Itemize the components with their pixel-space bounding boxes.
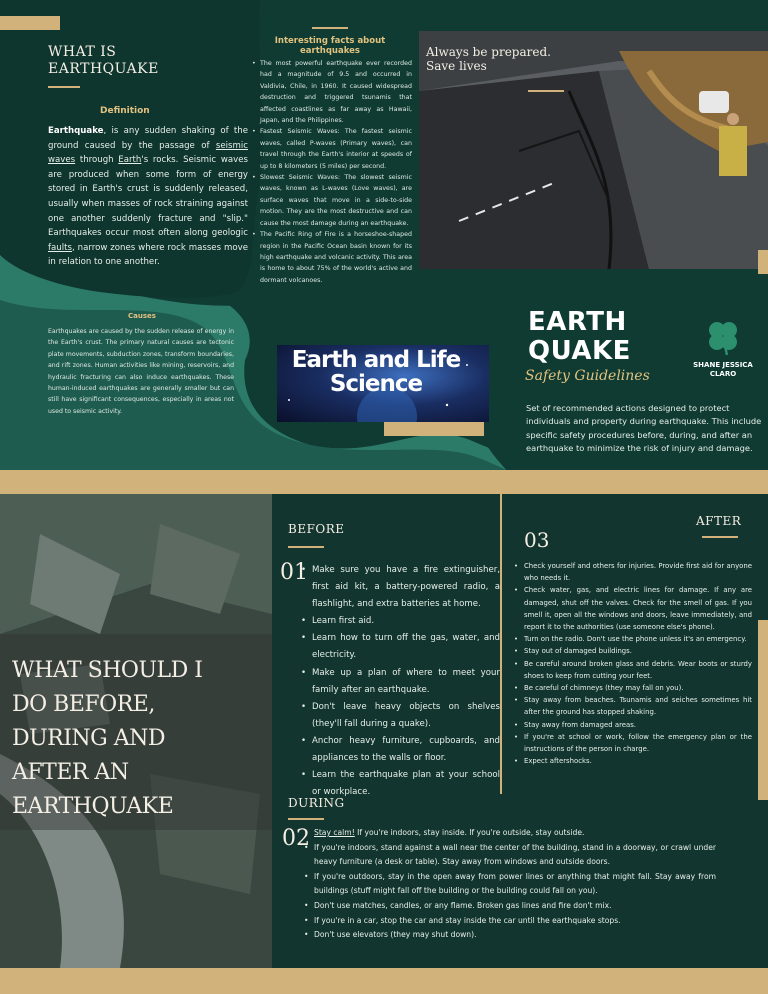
during-list [304, 826, 716, 943]
gold-rule [528, 90, 564, 92]
before-item: • Don't leave heavy objects on shelves (they'll fall during a quake). [300, 699, 500, 733]
cover-title [528, 308, 631, 366]
after-item: • Stay out of damaged buildings. [514, 645, 752, 657]
after-heading: AFTER [696, 514, 742, 528]
before-number: 01 [280, 560, 308, 585]
seismic-waves-link[interactable]: seismic waves [48, 140, 248, 166]
cover-description: Set of recommended actions designed to protect individuals and property during earthquake. This include specific safety procedures before, during, and after an earthquake to minimize the risk of injury and damage. [526, 403, 762, 454]
gold-edge-strip [758, 620, 768, 800]
gold-strip-top [0, 16, 60, 30]
photo-caption: Always be prepared. Save lives [426, 45, 551, 73]
subject-banner-text: Earth and Life Science [291, 347, 461, 397]
guide-title: WHAT SHOULD I DO BEFORE, DURING AND AFTER AN EARTHQUAKE [12, 658, 203, 819]
during-item: • Don't use elevators (they may shut down). [304, 928, 716, 943]
definition-part: , is any sudden shaking of the ground caused by the passage of [48, 126, 248, 151]
before-item-text: Make sure you have a fire extinguisher, first aid kit, a battery-powered radio, a flashlight, and extra batteries at home. [312, 565, 500, 610]
before-item: • Learn the earthquake plan at your school or workplace. [300, 767, 500, 801]
gold-rule [702, 536, 738, 538]
before-heading: BEFORE [288, 522, 345, 536]
subject-banner [277, 345, 489, 422]
facts-heading: Interesting facts about earthquakes [274, 36, 386, 56]
during-heading: DURING [288, 796, 345, 810]
after-list [514, 560, 752, 767]
before-list [300, 562, 500, 801]
before-item: • Learn first aid. [300, 613, 500, 630]
causes-text: Earthquakes are caused by the sudden release of energy in the Earth's crust. The primary natural causes are tectonic plate movements, subduction zones, transform boundaries, and rift zones. Human activities like mining, reservoirs, and hydraulic fracturing can also induce earthquakes. These human-induced earthquakes are generally smaller but can still have significant consequences, especially in areas not used to seismic activity. [48, 328, 234, 415]
clover-icon [703, 317, 743, 357]
after-item: • Be careful around broken glass and debris. Wear boots or sturdy shoes to keep from cutting your feet. [514, 658, 752, 682]
definition-heading: Definition [100, 106, 150, 116]
fact-item: • The Pacific Ring of Fire is a horseshoe-shaped region in the Pacific Ocean basin known for its high earthquake and volcanic activity. This area is home to about 75% of the world's active and dormant volcanoes. [252, 229, 412, 286]
during-item [304, 826, 716, 841]
during-item-text: If you're indoors, stay inside. If you're outside, stay outside. [354, 828, 585, 837]
cover-title-line1: EARTH [528, 307, 627, 337]
author-card [673, 305, 768, 391]
author-name: SHANE JESSICA CLARO [693, 361, 753, 378]
after-number: 03 [524, 528, 550, 552]
stay-calm-text: Stay calm! [314, 828, 355, 837]
after-item: • Turn on the radio. Don't use the phone unless it's an emergency. [514, 633, 752, 645]
after-item: • Expect aftershocks. [514, 755, 752, 767]
earth-link[interactable]: Earth [118, 155, 142, 166]
causes-heading: Causes [128, 312, 156, 320]
gold-rule [288, 546, 324, 548]
definition-part: 's rocks. Seismic waves are produced when some form of energy stored in Earth's crust is suddenly released, usually when masses of rock straining against one another suddenly fracture and "slip." Earthquakes occur most often along geologic [48, 155, 248, 239]
after-item: • Check yourself and others for injuries. Provide first aid for anyone who needs it. [514, 560, 752, 584]
after-item: • Be careful of chimneys (they may fall on you). [514, 682, 752, 694]
before-item: • Learn how to turn off the gas, water, and electricity. [300, 630, 500, 664]
definition-text [48, 124, 248, 270]
after-item: • Stay away from beaches. Tsunamis and seiches sometimes hit after the ground has stopped shaking. [514, 694, 752, 718]
after-item: • Stay away from damaged areas. [514, 719, 752, 731]
fact-item: • The most powerful earthquake ever recorded had a magnitude of 9.5 and occurred in Valdivia, Chile, in 1960. It caused widespread destruction and triggered tsunamis that affected coastlines as far away as Hawaii, Japan, and the Philippines. [252, 58, 412, 126]
fact-item: • Slowest Seismic Waves: The slowest seismic waves, known as L-waves (Love waves), are surface waves that move in a side-to-side motion. They are the most destructive and can cause the most damage during an earthquake. [252, 172, 412, 229]
during-item: • If you're in a car, stop the car and stay inside the car until the earthquake stops. [304, 914, 716, 929]
faults-link[interactable]: faults [48, 242, 72, 253]
during-item: • If you're outdoors, stay in the open away from power lines or anything that might fall. Stay away from buildings (stuff might fall off the building or the building could fall on you). [304, 870, 716, 899]
definition-term: Earthquake [48, 126, 104, 136]
after-item: • Check water, gas, and electric lines for damage. If any are damaged, shut off the valves. Check for the smell of gas. If you smell it, open all the windows and doors, leave immediately, and report it to the authorities (use someone else's phone). [514, 584, 752, 633]
definition-part: , narrow zones where rock masses move in relation to one another. [48, 242, 248, 268]
after-item: • If you're at school or work, follow the emergency plan or the instructions of the person in charge. [514, 731, 752, 755]
facts-list [252, 58, 412, 286]
before-item: • Make up a plan of where to meet your family after an earthquake. [300, 665, 500, 699]
before-item [300, 562, 500, 613]
during-item: • If you're indoors, stand against a wall near the center of the building, stand in a doorway, or crawl under heavy furniture (a desk or table). Stay away from windows and outside doors. [304, 841, 716, 870]
gold-band-top [0, 470, 768, 494]
during-number: 02 [282, 826, 310, 851]
gold-band-bottom [0, 968, 768, 994]
cover-subtitle: Safety Guidelines [525, 368, 650, 384]
gold-rule [48, 86, 80, 88]
gold-strip [758, 250, 768, 274]
before-item: • Anchor heavy furniture, cupboards, and appliances to the walls or floor. [300, 733, 500, 767]
gold-divider [500, 494, 502, 794]
intro-title: WHAT IS EARTHQUAKE [48, 44, 159, 77]
gold-rule [288, 818, 324, 820]
fact-item: • Fastest Seismic Waves: The fastest seismic waves, called P-waves (Primary waves), can travel through the Earth's interior at speeds of up to 8 kilometers (5 miles) per second. [252, 126, 412, 172]
gold-rule [312, 27, 348, 29]
during-item: • Don't use matches, candles, or any flame. Broken gas lines and fire don't mix. [304, 899, 716, 914]
cover-title-line2: QUAKE [528, 336, 631, 366]
gold-strip [384, 422, 484, 436]
definition-part: through [75, 155, 119, 166]
